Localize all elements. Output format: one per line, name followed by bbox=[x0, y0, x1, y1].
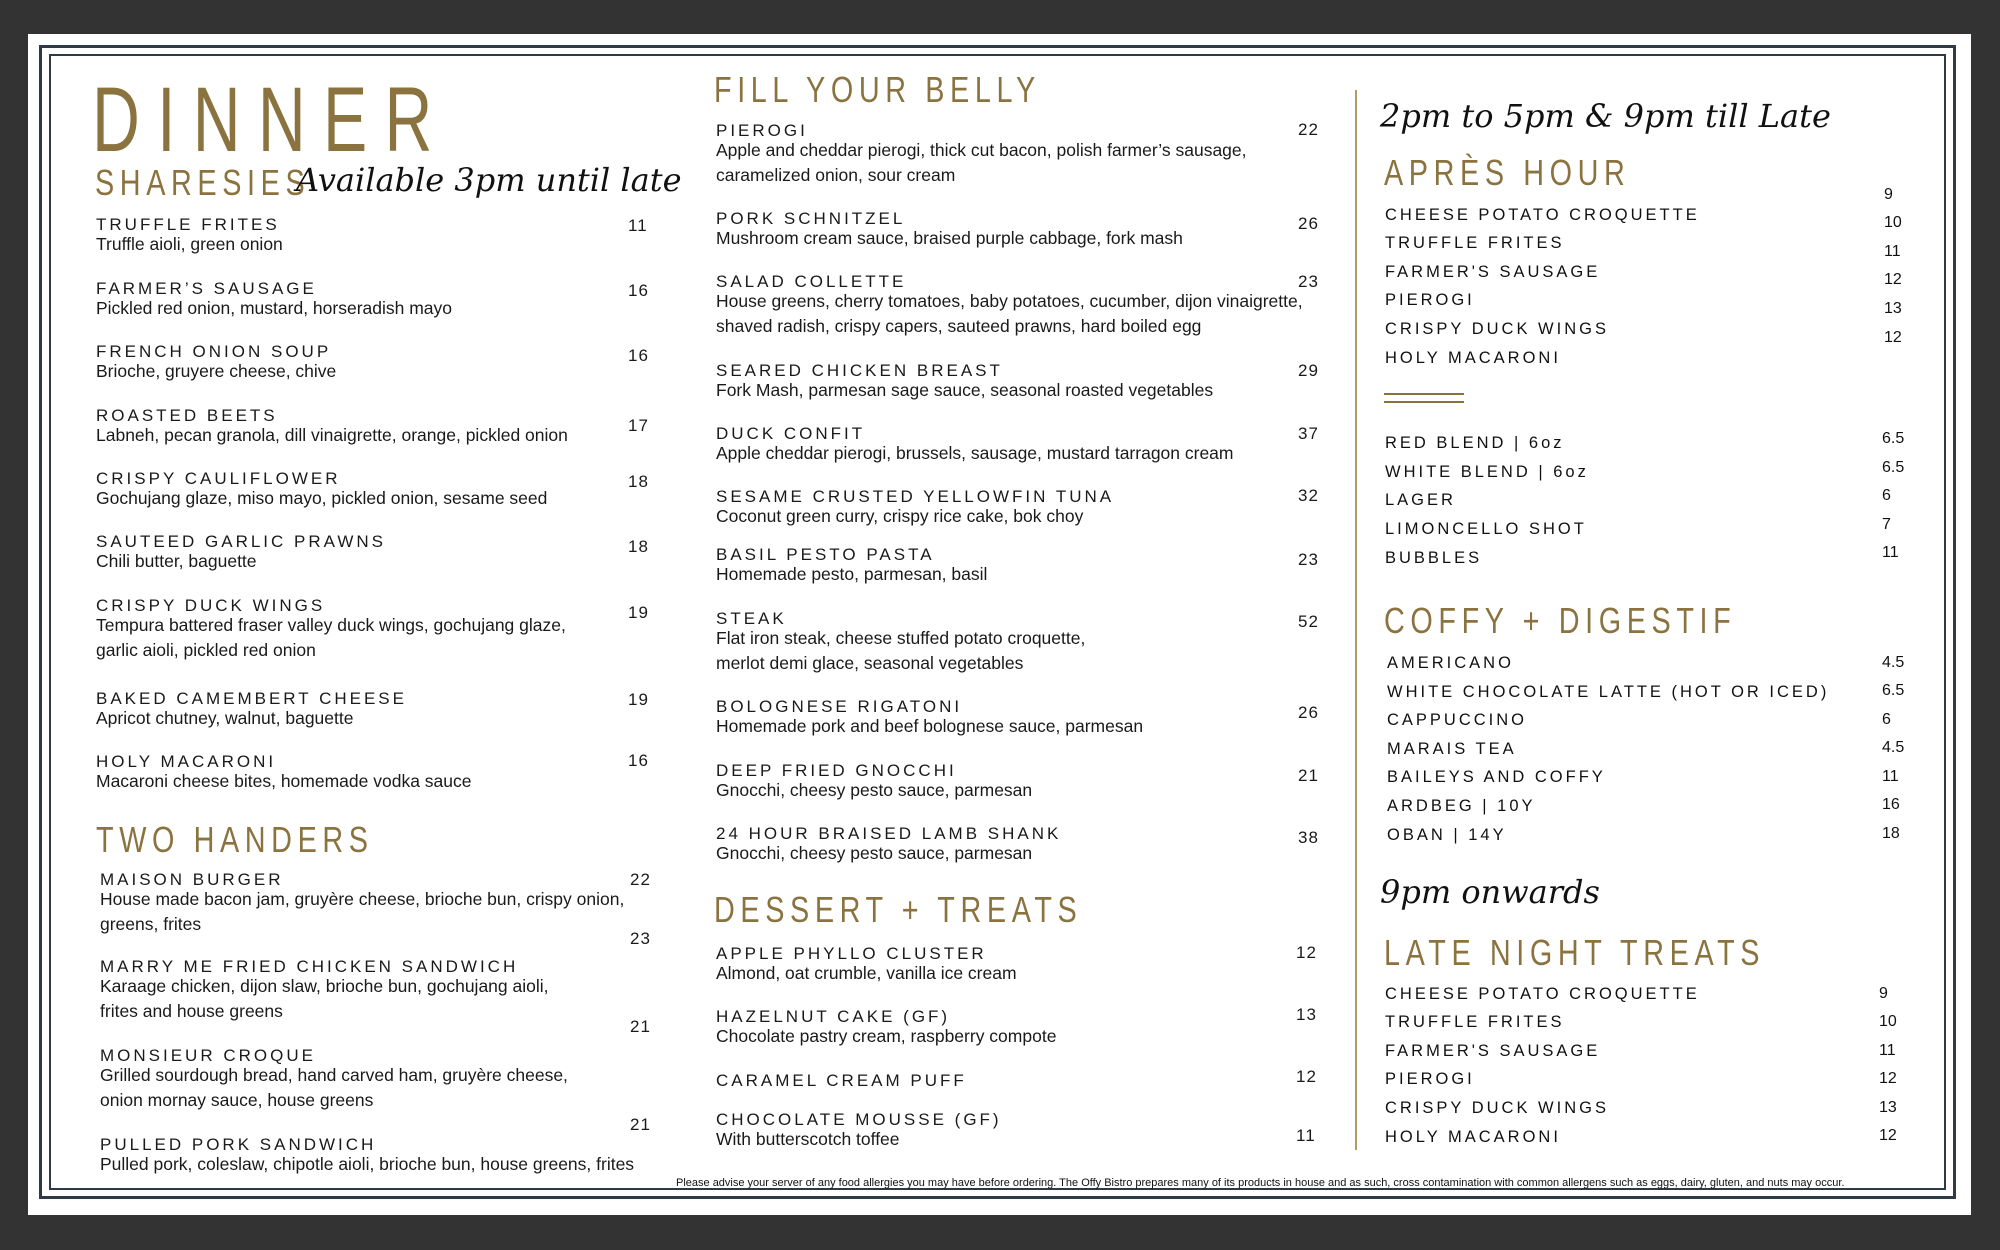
dish-price: 21 bbox=[630, 1017, 651, 1036]
fill-your-belly-heading: FILL YOUR BELLY bbox=[714, 69, 1041, 110]
dish-description: frites and house greens bbox=[100, 1001, 283, 1021]
coffy-heading: COFFY + DIGESTIF bbox=[1384, 600, 1737, 641]
menu-item-price: 10 bbox=[1879, 1013, 1897, 1030]
dish-name: FARMER’S SAUSAGE bbox=[96, 279, 317, 298]
apres-item-name: FARMER'S SAUSAGE bbox=[1385, 263, 1601, 281]
menu-item-price: 6.5 bbox=[1882, 682, 1905, 699]
dish-description: Tempura battered fraser valley duck wings, gochujang glaze, bbox=[96, 615, 566, 635]
dish-price: 13 bbox=[1296, 1005, 1317, 1024]
dish-name: SEARED CHICKEN BREAST bbox=[716, 361, 1003, 380]
dish-description: Labneh, pecan granola, dill vinaigrette, orange, pickled onion bbox=[96, 425, 568, 445]
menu-item-name: CHEESE POTATO CROQUETTE bbox=[1385, 985, 1700, 1003]
dish-price: 17 bbox=[628, 416, 649, 435]
menu-item-name: TRUFFLE FRITES bbox=[1385, 1013, 1565, 1031]
dish-price: 26 bbox=[1298, 703, 1319, 722]
dish-price: 37 bbox=[1298, 424, 1319, 443]
dish-description: Apple and cheddar pierogi, thick cut bacon, polish farmer’s sausage, bbox=[716, 140, 1247, 160]
dish-description: Apple cheddar pierogi, brussels, sausage, mustard tarragon cream bbox=[716, 443, 1234, 463]
menu-item-name: BAILEYS AND COFFY bbox=[1387, 768, 1606, 786]
drink-price: 6 bbox=[1882, 487, 1891, 504]
dish-description: Flat iron steak, cheese stuffed potato croquette, bbox=[716, 628, 1086, 648]
dish-name: CRISPY DUCK WINGS bbox=[96, 596, 326, 615]
dish-price: 16 bbox=[628, 281, 649, 300]
late-night-heading: LATE NIGHT TREATS bbox=[1384, 932, 1766, 973]
dish-name: CARAMEL CREAM PUFF bbox=[716, 1071, 967, 1090]
menu-item-name: CRISPY DUCK WINGS bbox=[1385, 1099, 1609, 1117]
menu-item-price: 12 bbox=[1879, 1127, 1897, 1144]
menu-item-price: 9 bbox=[1879, 985, 1888, 1002]
drink-name: WHITE BLEND | 6oz bbox=[1385, 463, 1589, 481]
apres-item-price: 10 bbox=[1884, 214, 1902, 231]
dish-price: 26 bbox=[1298, 214, 1319, 233]
dish-name: BASIL PESTO PASTA bbox=[716, 545, 935, 564]
apres-item-name: PIEROGI bbox=[1385, 291, 1475, 309]
sharesies-heading: SHARESIES bbox=[95, 162, 311, 203]
double-rule-top bbox=[1384, 393, 1464, 395]
dish-description: Karaage chicken, dijon slaw, brioche bun, gochujang aioli, bbox=[100, 976, 549, 996]
dish-name: TRUFFLE FRITES bbox=[96, 215, 280, 234]
dish-description: House greens, cherry tomatoes, baby potatoes, cucumber, dijon vinaigrette, bbox=[716, 291, 1303, 311]
menu-item-name: MARAIS TEA bbox=[1387, 740, 1517, 758]
dish-price: 11 bbox=[1296, 1126, 1316, 1145]
apres-item-price: 12 bbox=[1884, 271, 1902, 288]
dish-price: 16 bbox=[628, 346, 649, 365]
dish-description: Almond, oat crumble, vanilla ice cream bbox=[716, 963, 1017, 983]
dish-name: PORK SCHNITZEL bbox=[716, 209, 906, 228]
two-handers-heading: TWO HANDERS bbox=[96, 819, 374, 860]
dish-description: greens, frites bbox=[100, 914, 202, 934]
dish-description: Fork Mash, parmesan sage sauce, seasonal roasted vegetables bbox=[716, 380, 1214, 400]
menu-item-price: 4.5 bbox=[1882, 654, 1905, 671]
menu-item-price: 12 bbox=[1879, 1070, 1897, 1087]
late-night-tagline: 9pm onwards bbox=[1380, 873, 1600, 911]
dish-price: 19 bbox=[628, 690, 649, 709]
menu-item-price: 11 bbox=[1882, 768, 1899, 785]
dish-description: Pickled red onion, mustard, horseradish mayo bbox=[96, 298, 453, 318]
dish-name: PIEROGI bbox=[716, 121, 808, 140]
dish-price: 32 bbox=[1298, 486, 1319, 505]
menu-title: DINNER bbox=[92, 69, 450, 171]
apres-item-price: 12 bbox=[1884, 329, 1902, 346]
dish-name: DUCK CONFIT bbox=[716, 424, 866, 443]
dish-description: caramelized onion, sour cream bbox=[716, 165, 956, 185]
dish-name: SESAME CRUSTED YELLOWFIN TUNA bbox=[716, 487, 1115, 506]
dish-description: shaved radish, crispy capers, sauteed prawns, hard boiled egg bbox=[716, 316, 1202, 336]
menu-item-price: 4.5 bbox=[1882, 739, 1905, 756]
dish-name: PULLED PORK SANDWICH bbox=[100, 1135, 377, 1154]
apres-item-price: 11 bbox=[1884, 243, 1901, 260]
dish-price: 16 bbox=[628, 751, 649, 770]
dish-name: HAZELNUT CAKE (GF) bbox=[716, 1007, 951, 1026]
dish-name: CHOCOLATE MOUSSE (GF) bbox=[716, 1110, 1002, 1129]
dish-price: 29 bbox=[1298, 361, 1319, 380]
dish-name: SALAD COLLETTE bbox=[716, 272, 907, 291]
dish-name: APPLE PHYLLO CLUSTER bbox=[716, 944, 987, 963]
dish-description: With butterscotch toffee bbox=[716, 1129, 900, 1149]
menu-item-name: HOLY MACARONI bbox=[1385, 1128, 1561, 1146]
dish-description: merlot demi glace, seasonal vegetables bbox=[716, 653, 1024, 673]
column-divider bbox=[1355, 90, 1357, 1150]
drink-name: LIMONCELLO SHOT bbox=[1385, 520, 1587, 538]
apres-item-price: 9 bbox=[1884, 186, 1893, 203]
dish-price: 23 bbox=[630, 929, 651, 948]
dish-price: 38 bbox=[1298, 828, 1319, 847]
apres-heading: APRÈS HOUR bbox=[1384, 152, 1631, 193]
dish-description: Homemade pork and beef bolognese sauce, parmesan bbox=[716, 716, 1144, 736]
menu-item-name: AMERICANO bbox=[1387, 654, 1514, 672]
dish-description: Mushroom cream sauce, braised purple cabbage, fork mash bbox=[716, 228, 1183, 248]
dish-name: FRENCH ONION SOUP bbox=[96, 342, 332, 361]
dish-description: Pulled pork, coleslaw, chipotle aioli, brioche bun, house greens, frites bbox=[100, 1154, 635, 1174]
dish-price: 22 bbox=[630, 870, 651, 889]
dish-price: 19 bbox=[628, 603, 649, 622]
dish-description: Gnocchi, cheesy pesto sauce, parmesan bbox=[716, 843, 1033, 863]
dish-name: STEAK bbox=[716, 609, 787, 628]
menu-item-name: OBAN | 14Y bbox=[1387, 826, 1507, 844]
menu-item-price: 13 bbox=[1879, 1099, 1897, 1116]
sharesies-tagline: Available 3pm until late bbox=[296, 161, 682, 199]
apres-item-name: CHEESE POTATO CROQUETTE bbox=[1385, 206, 1700, 224]
dish-price: 12 bbox=[1296, 1067, 1317, 1086]
menu-item-name: PIEROGI bbox=[1385, 1070, 1475, 1088]
dish-name: BOLOGNESE RIGATONI bbox=[716, 697, 963, 716]
dish-name: DEEP FRIED GNOCCHI bbox=[716, 761, 957, 780]
dish-price: 11 bbox=[628, 216, 648, 235]
dish-price: 22 bbox=[1298, 120, 1319, 139]
dish-name: 24 HOUR BRAISED LAMB SHANK bbox=[716, 824, 1062, 843]
dessert-heading: DESSERT + TREATS bbox=[714, 889, 1083, 930]
dish-description: Homemade pesto, parmesan, basil bbox=[716, 564, 988, 584]
drink-price: 6.5 bbox=[1882, 430, 1905, 447]
dish-description: Truffle aioli, green onion bbox=[96, 234, 283, 254]
dish-name: ROASTED BEETS bbox=[96, 406, 278, 425]
dish-price: 21 bbox=[1298, 766, 1319, 785]
dish-price: 12 bbox=[1296, 943, 1317, 962]
dish-description: Gochujang glaze, miso mayo, pickled onion, sesame seed bbox=[96, 488, 548, 508]
dish-price: 23 bbox=[1298, 550, 1319, 569]
double-rule-bottom bbox=[1384, 401, 1464, 403]
dish-description: Gnocchi, cheesy pesto sauce, parmesan bbox=[716, 780, 1033, 800]
apres-item-name: CRISPY DUCK WINGS bbox=[1385, 320, 1609, 338]
dish-description: Chocolate pastry cream, raspberry compote bbox=[716, 1026, 1057, 1046]
apres-item-name: HOLY MACARONI bbox=[1385, 349, 1561, 367]
dish-name: SAUTEED GARLIC PRAWNS bbox=[96, 532, 387, 551]
dish-price: 23 bbox=[1298, 272, 1319, 291]
dish-name: MAISON BURGER bbox=[100, 870, 284, 889]
menu-item-price: 11 bbox=[1879, 1042, 1896, 1059]
menu-item-name: FARMER'S SAUSAGE bbox=[1385, 1042, 1601, 1060]
dish-name: MONSIEUR CROQUE bbox=[100, 1046, 316, 1065]
dish-price: 18 bbox=[628, 472, 649, 491]
allergy-notice: Please advise your server of any food allergies you may have before ordering. The Offy Bistro prepares many of its products in house and as such, cross contamination with common allergens such as eggs, dairy, gluten, and nuts may occur. bbox=[676, 1177, 1845, 1189]
menu-item-name: ARDBEG | 10Y bbox=[1387, 797, 1536, 815]
drink-price: 11 bbox=[1882, 544, 1899, 561]
dish-description: Macaroni cheese bites, homemade vodka sauce bbox=[96, 771, 472, 791]
dish-price: 21 bbox=[630, 1115, 651, 1134]
menu-item-name: CAPPUCCINO bbox=[1387, 711, 1528, 729]
dish-price: 52 bbox=[1298, 612, 1319, 631]
dish-description: Grilled sourdough bread, hand carved ham, gruyère cheese, bbox=[100, 1065, 568, 1085]
dish-name: BAKED CAMEMBERT CHEESE bbox=[96, 689, 407, 708]
dish-name: CRISPY CAULIFLOWER bbox=[96, 469, 341, 488]
apres-item-price: 13 bbox=[1884, 300, 1902, 317]
menu-item-price: 16 bbox=[1882, 796, 1900, 813]
menu-item-price: 6 bbox=[1882, 711, 1891, 728]
menu-item-name: WHITE CHOCOLATE LATTE (HOT OR ICED) bbox=[1387, 683, 1830, 701]
apres-hours: 2pm to 5pm & 9pm till Late bbox=[1380, 97, 1831, 135]
dish-name: HOLY MACARONI bbox=[96, 752, 277, 771]
drink-price: 6.5 bbox=[1882, 459, 1905, 476]
dish-description: Coconut green curry, crispy rice cake, bok choy bbox=[716, 506, 1084, 526]
dish-description: Brioche, gruyere cheese, chive bbox=[96, 361, 337, 381]
menu-item-price: 18 bbox=[1882, 825, 1900, 842]
drink-name: RED BLEND | 6oz bbox=[1385, 434, 1565, 452]
apres-item-name: TRUFFLE FRITES bbox=[1385, 234, 1565, 252]
dish-description: Chili butter, baguette bbox=[96, 551, 257, 571]
dish-name: MARRY ME FRIED CHICKEN SANDWICH bbox=[100, 957, 519, 976]
dish-price: 18 bbox=[628, 537, 649, 556]
drink-name: LAGER bbox=[1385, 491, 1456, 509]
dish-description: Apricot chutney, walnut, baguette bbox=[96, 708, 354, 728]
drink-price: 7 bbox=[1882, 516, 1891, 533]
dish-description: onion mornay sauce, house greens bbox=[100, 1090, 374, 1110]
dish-description: House made bacon jam, gruyère cheese, brioche bun, crispy onion, bbox=[100, 889, 625, 909]
dish-description: garlic aioli, pickled red onion bbox=[96, 640, 316, 660]
drink-name: BUBBLES bbox=[1385, 549, 1483, 567]
